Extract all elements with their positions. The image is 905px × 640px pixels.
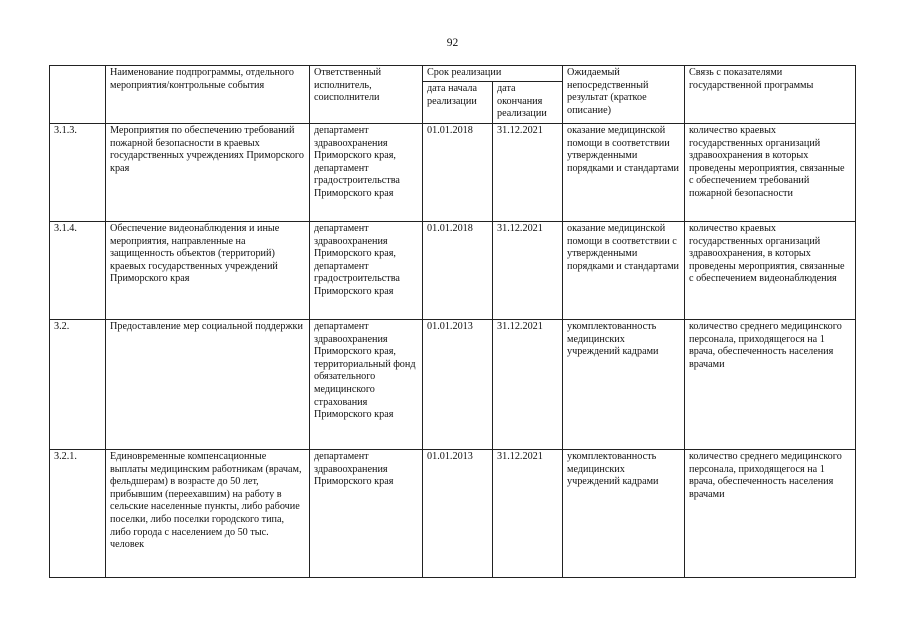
- row-responsible: департамент здравоохранения Приморского края, департамент градостроительства Приморского края: [310, 222, 423, 320]
- row-program-link: количество среднего медицинского персонала, приходящегося на 1 врача, обеспеченность населения врачами: [685, 450, 856, 578]
- header-expected: Ожидаемый непосредственный результат (краткое описание): [563, 66, 685, 124]
- row-program-link: количество краевых государственных организаций здравоохранения в которых проведены мероприятия, связанные с обеспечением требований пожарной безопасности: [685, 124, 856, 222]
- row-start-date: 01.01.2018: [423, 222, 493, 320]
- row-responsible: департамент здравоохранения Приморского края: [310, 450, 423, 578]
- row-expected-result: оказание медицинской помощи в соответствии утвержденными порядками и стандартами: [563, 124, 685, 222]
- header-num-cell: [50, 66, 106, 124]
- row-start-date: 01.01.2013: [423, 450, 493, 578]
- table-row: [50, 222, 856, 320]
- row-program-link: количество краевых государственных организаций здравоохранения, в которых проведены мероприятия, связанные с обеспечением видеонаблюдения: [685, 222, 856, 320]
- row-expected-result: укомплектованность медицинских учреждений кадрами: [563, 450, 685, 578]
- header-link: Связь с показателями государственной программы: [685, 66, 856, 124]
- row-number: 3.1.3.: [50, 124, 106, 222]
- table-row: [50, 450, 856, 578]
- row-expected-result: укомплектованность медицинских учреждений кадрами: [563, 320, 685, 450]
- row-name: Единовременные компенсационные выплаты медицинским работникам (врачам, фельдшерам) в возрасте до 50 лет, прибывшим (переехавшим) на работу в сельские населенные пункты, либо рабочие поселки, либо поселки городского типа, либо города с населением до 50 тыс. человек: [106, 450, 310, 578]
- row-end-date: 31.12.2021: [493, 450, 563, 578]
- row-start-date: 01.01.2013: [423, 320, 493, 450]
- row-start-date: 01.01.2018: [423, 124, 493, 222]
- row-number: 3.2.: [50, 320, 106, 450]
- header-period: Срок реализации: [423, 66, 563, 82]
- row-name: Обеспечение видеонаблюдения и иные мероприятия, направленные на защищенность объектов (территорий) краевых государственных учреждений Приморского края: [106, 222, 310, 320]
- row-end-date: 31.12.2021: [493, 320, 563, 450]
- row-number: 3.1.4.: [50, 222, 106, 320]
- program-table: [49, 65, 856, 578]
- header-period-start: дата начала реализации: [423, 82, 493, 124]
- header-name: Наименование подпрограммы, отдельного мероприятия/контрольные события: [106, 66, 310, 124]
- row-responsible: департамент здравоохранения Приморского края, территориальный фонд обязательного медицинского страхования Приморского края: [310, 320, 423, 450]
- page-number: 92: [446, 37, 459, 49]
- row-name: Предоставление мер социальной поддержки: [106, 320, 310, 450]
- row-program-link: количество среднего медицинского персонала, приходящегося на 1 врача, обеспеченность населения врачами: [685, 320, 856, 450]
- row-name: Мероприятия по обеспечению требований пожарной безопасности в краевых государственных учреждениях Приморского края: [106, 124, 310, 222]
- row-expected-result: оказание медицинской помощи в соответствии с утвержденными порядками и стандартами: [563, 222, 685, 320]
- row-end-date: 31.12.2021: [493, 124, 563, 222]
- table-row: [50, 320, 856, 450]
- row-responsible: департамент здравоохранения Приморского края, департамент градостроительства Приморского края: [310, 124, 423, 222]
- table-row: [50, 124, 856, 222]
- header-period-end: дата окончания реализации: [493, 82, 563, 124]
- header-responsible: Ответственный исполнитель, соисполнители: [310, 66, 423, 124]
- row-end-date: 31.12.2021: [493, 222, 563, 320]
- row-number: 3.2.1.: [50, 450, 106, 578]
